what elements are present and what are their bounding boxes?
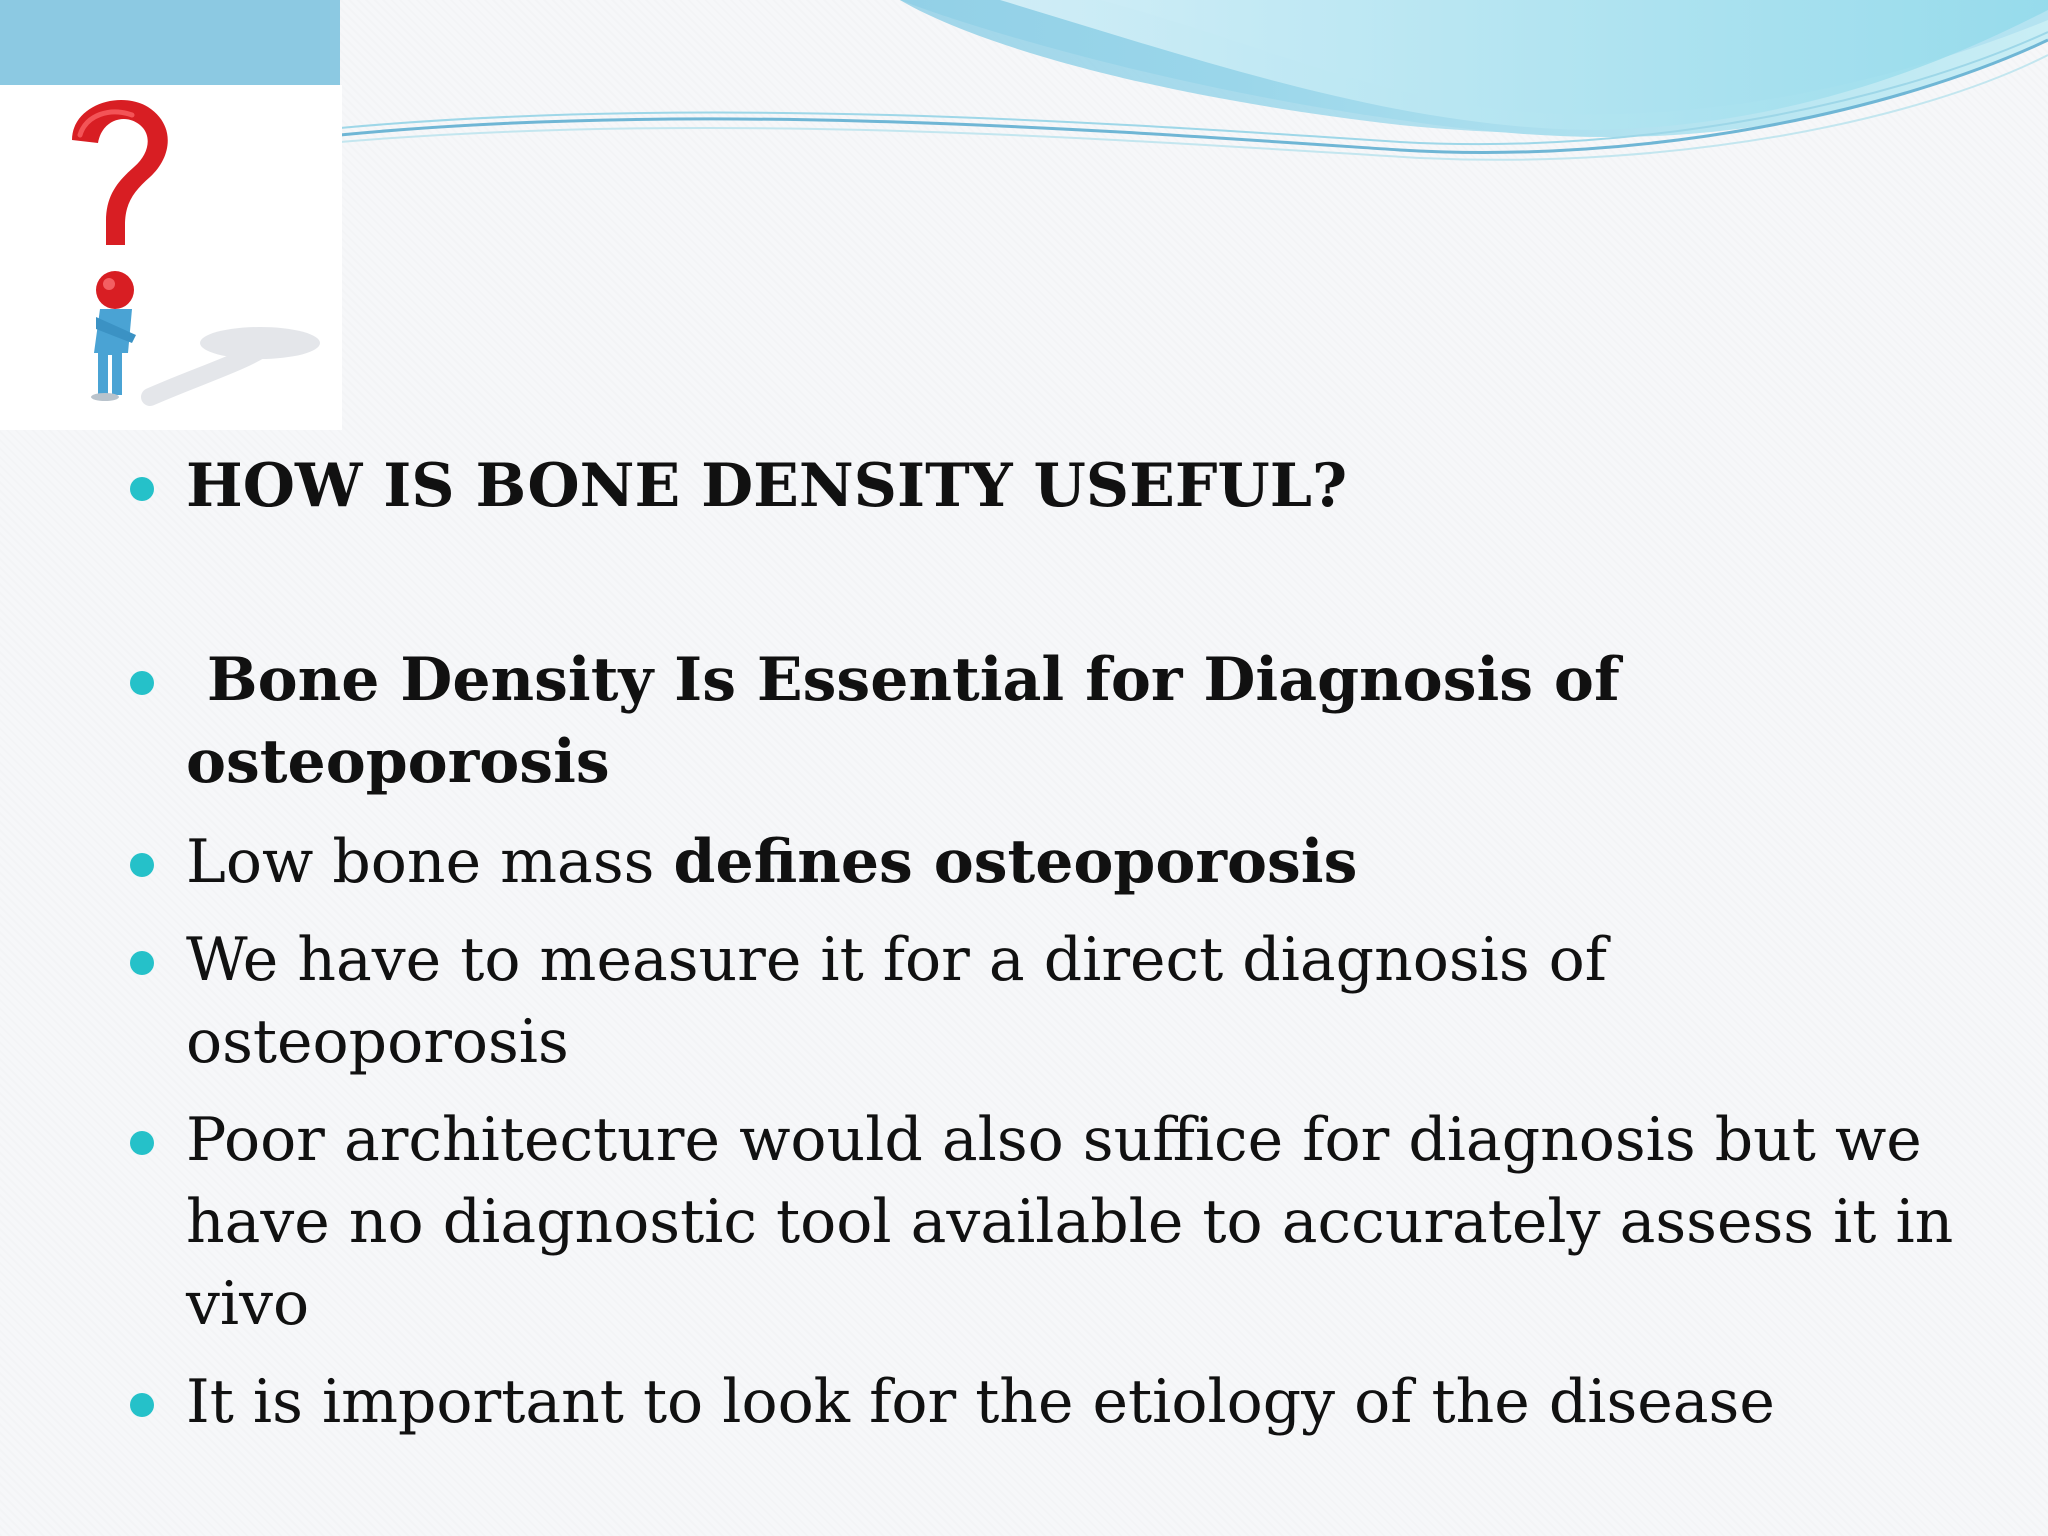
- bullet-text: Low bone mass: [186, 827, 674, 897]
- bullet-dot-icon: [130, 951, 154, 975]
- bullet-list: [124, 445, 2004, 1443]
- question-figure-illustration: [0, 85, 342, 430]
- bullet-dot-icon: [130, 1393, 154, 1417]
- bullet-item: [124, 639, 2004, 803]
- bullet-text: Poor architecture would also suffice for diagnosis but we have no diagnostic tool available to accurately assess it in vivo: [186, 1105, 1954, 1339]
- bullet-text: It is important to look for the etiology of the disease: [186, 1367, 1775, 1437]
- bullet-item: [124, 919, 2004, 1083]
- bullet-dot-icon: [130, 477, 154, 501]
- bullet-dot-icon: [130, 671, 154, 695]
- bullet-text: We have to measure it for a direct diagnosis of osteoporosis: [186, 925, 1608, 1077]
- bullet-text-bold: defines osteoporosis: [673, 827, 1358, 897]
- bullet-text: Bone Density Is Essential for Diagnosis of osteoporosis: [186, 645, 1641, 797]
- bullet-item: [124, 1099, 2004, 1345]
- bullet-text: HOW IS BONE DENSITY USEFUL?: [186, 451, 1348, 521]
- bullet-dot-icon: [130, 853, 154, 877]
- bullet-dot-icon: [130, 1131, 154, 1155]
- bullet-item: [124, 1361, 2004, 1443]
- question-mark-person-icon: [0, 85, 342, 430]
- bullet-item: [124, 821, 2004, 903]
- bullet-item: [124, 445, 2004, 527]
